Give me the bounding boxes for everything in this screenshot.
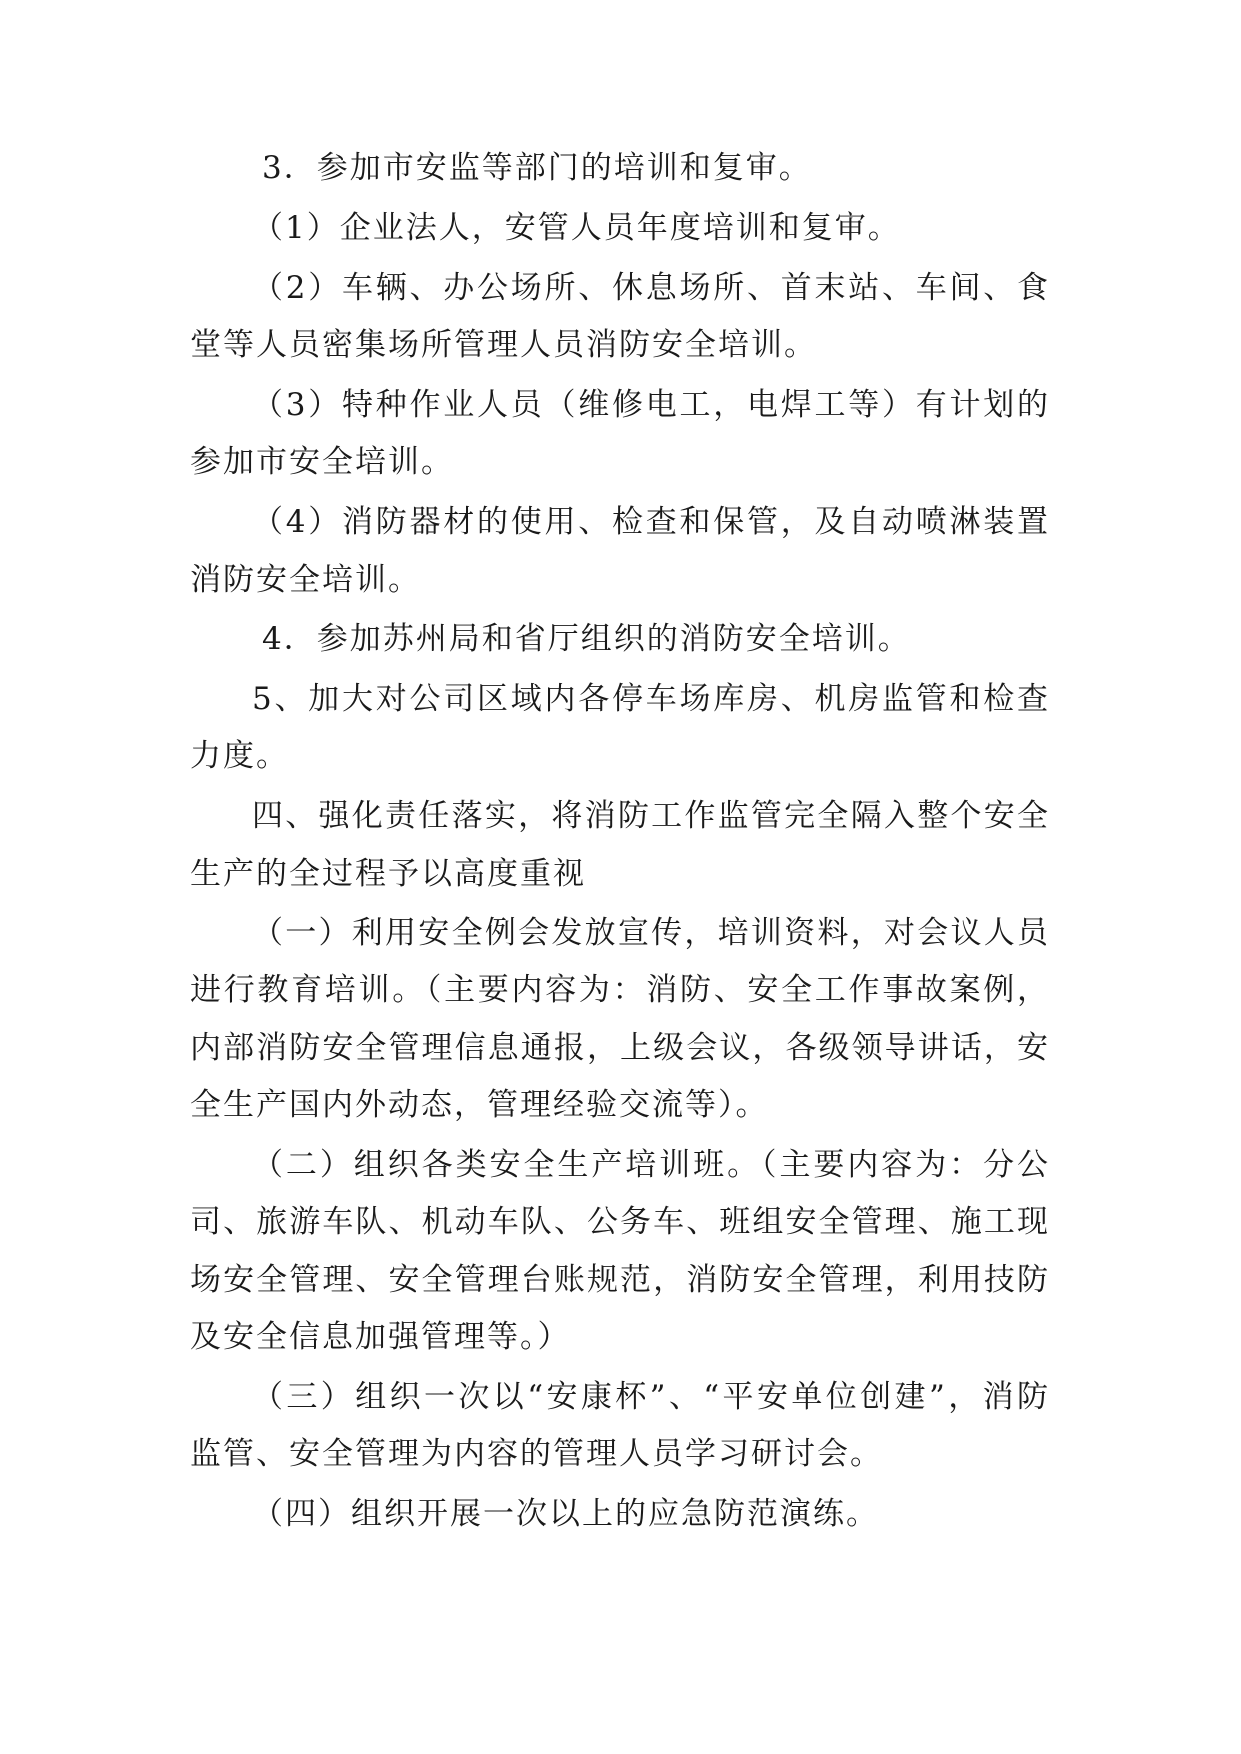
paragraph-line-5: （3）特种作业人员（维修电工，电焊工等）有计划的 bbox=[252, 387, 1050, 423]
paragraph-line-20: 场安全管理、安全管理台账规范，消防安全管理，利用技防 bbox=[190, 1262, 1050, 1298]
paragraph-line-3: （2）车辆、办公场所、休息场所、首末站、车间、食 bbox=[252, 270, 1050, 306]
paragraph-line-15: 进行教育培训。（主要内容为：消防、安全工作事故案例， bbox=[190, 972, 1050, 1008]
paragraph-line-19: 司、旅游车队、机动车队、公务车、班组安全管理、施工现 bbox=[190, 1204, 1050, 1240]
paragraph-line-10: 5、加大对公司区域内各停车场库房、机房监管和检查 bbox=[252, 681, 1050, 717]
paragraph-line-17: 全生产国内外动态，管理经验交流等）。 bbox=[190, 1087, 769, 1123]
paragraph-line-18: （二）组织各类安全生产培训班。（主要内容为：分公 bbox=[252, 1147, 1050, 1183]
paragraph-line-16: 内部消防安全管理信息通报，上级会议，各级领导讲话，安 bbox=[190, 1030, 1050, 1066]
paragraph-line-9: 4．参加苏州局和省厅组织的消防安全培训。 bbox=[262, 621, 911, 657]
paragraph-line-7: （4）消防器材的使用、检查和保管，及自动喷淋装置 bbox=[252, 504, 1050, 540]
paragraph-line-23: 监管、安全管理为内容的管理人员学习研讨会。 bbox=[190, 1436, 883, 1472]
paragraph-line-11: 力度。 bbox=[190, 738, 289, 774]
paragraph-line-24: （四）组织开展一次以上的应急防范演练。 bbox=[252, 1496, 879, 1532]
paragraph-line-21: 及安全信息加强管理等。） bbox=[190, 1319, 571, 1355]
paragraph-line-12: 四、强化责任落实，将消防工作监管完全隔入整个安全 bbox=[252, 798, 1050, 834]
paragraph-line-22: （三）组织一次以“安康杯”、“平安单位创建”，消防 bbox=[252, 1379, 1050, 1415]
paragraph-line-14: （一）利用安全例会发放宣传，培训资料，对会议人员 bbox=[252, 915, 1050, 951]
paragraph-line-6: 参加市安全培训。 bbox=[190, 444, 454, 480]
paragraph-line-13: 生产的全过程予以高度重视 bbox=[190, 856, 586, 892]
paragraph-line-4: 堂等人员密集场所管理人员消防安全培训。 bbox=[190, 327, 817, 363]
paragraph-line-1: 3．参加市安监等部门的培训和复审。 bbox=[262, 150, 812, 186]
paragraph-line-2: （1）企业法人，安管人员年度培训和复审。 bbox=[252, 210, 901, 246]
paragraph-line-8: 消防安全培训。 bbox=[190, 562, 421, 598]
